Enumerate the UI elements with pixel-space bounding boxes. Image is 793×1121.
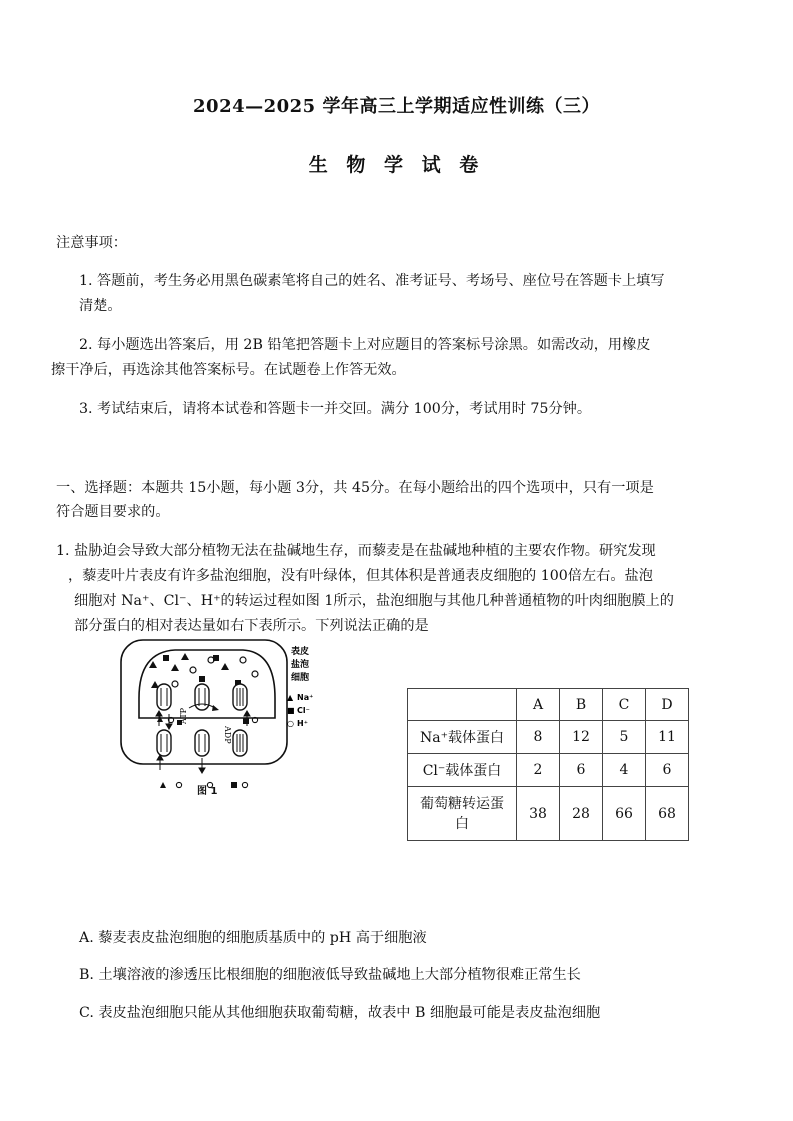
table-cell: 11: [646, 721, 689, 754]
table-cell: 66: [603, 787, 646, 841]
notice-item-2-line-1: 2. 每小题选出答案后，用 2B 铅笔把答题卡上对应题目的答案标号涂黑。如需改动，用橡皮: [79, 337, 651, 353]
row-label-na: Na⁺载体蛋白: [408, 721, 517, 754]
table-cell: 68: [646, 787, 689, 841]
option-a: A. 藜麦表皮盐泡细胞的细胞质基质中的 pH 高于细胞液: [79, 930, 427, 946]
table-row: [408, 787, 689, 841]
figure-1-caption: 图 1: [197, 786, 218, 797]
notice-item-2-line-2: 擦干净后，再选涂其他答案标号。在试题卷上作答无效。: [51, 362, 406, 378]
page-title: 2024—2025 学年高三上学期适应性训练（三）: [193, 96, 600, 117]
table-header-empty: [408, 689, 517, 721]
table-header-b: B: [560, 689, 603, 721]
table-header-c: C: [603, 689, 646, 721]
figure-1-diagram: [115, 638, 325, 798]
section-1-line-2: 符合题目要求的。: [56, 504, 170, 520]
side-label-line-2: 盐泡: [291, 660, 310, 670]
notice-heading: 注意事项：: [56, 235, 127, 251]
section-1-line-1: 一、选择题：本题共 15小题，每小题 3分，共 45分。在每小题给出的四个选项中，只有一项是: [56, 480, 654, 496]
table-cell: 5: [603, 721, 646, 754]
question-1-line-2: ，藜麦叶片表皮有许多盐泡细胞，没有叶绿体，但其体积是普通表皮细胞的 100倍左右。盐泡: [68, 568, 653, 584]
question-1-line-4: 部分蛋白的相对表达量如右下表所示。下列说法正确的是: [74, 618, 429, 634]
row-label-glucose-line-1: 葡萄糖转运蛋: [420, 795, 504, 812]
table-row: [408, 721, 689, 754]
tonoplast-transporters: [157, 684, 247, 710]
legend-symbol-h: ○: [287, 719, 294, 728]
row-label-cl: Cl⁻载体蛋白: [408, 754, 517, 787]
notice-item-1-line-2: 清楚。: [79, 298, 122, 314]
row-label-glucose-line-2: 白: [455, 815, 469, 832]
table-cell: 8: [517, 721, 560, 754]
option-c: C. 表皮盐泡细胞只能从其他细胞获取葡萄糖，故表中 B 细胞最可能是表皮盐泡细胞: [79, 1005, 601, 1021]
table-header-row: [408, 689, 689, 721]
legend-text-na: Na⁺: [297, 693, 314, 702]
atp-label: ATP: [179, 707, 188, 724]
table-cell: 6: [560, 754, 603, 787]
legend-text-h: H⁺: [297, 719, 308, 728]
table-cell: 4: [603, 754, 646, 787]
notice-item-3: 3. 考试结束后，请将本试卷和答题卡一并交回。满分 100分，考试用时 75分钟。: [79, 401, 592, 417]
side-label-line-1: 表皮: [291, 647, 310, 657]
table-cell: 6: [646, 754, 689, 787]
legend-symbol-na: ▲: [287, 693, 294, 702]
table-header-a: A: [517, 689, 560, 721]
page-subtitle: 生 物 学 试 卷: [308, 154, 485, 176]
side-label-line-3: 细胞: [291, 673, 310, 683]
legend-text-cl: Cl⁻: [297, 706, 310, 715]
table-cell: 38: [517, 787, 560, 841]
table-row: [408, 754, 689, 787]
figure-legend: [287, 693, 313, 728]
question-1-line-3: 细胞对 Na⁺、Cl⁻、H⁺的转运过程如图 1所示，盐泡细胞与其他几种普通植物的叶肉细胞膜上的: [74, 593, 674, 609]
protein-expression-table: [407, 688, 689, 841]
vacuole-ions: [149, 653, 241, 688]
table-cell: 12: [560, 721, 603, 754]
table-header-d: D: [646, 689, 689, 721]
row-label-glucose: [408, 787, 517, 841]
adp-label: ADP: [223, 726, 232, 744]
question-1-line-1: 1. 盐胁迫会导致大部分植物无法在盐碱地生存，而藜麦是在盐碱地种植的主要农作物。研究发现: [56, 543, 656, 559]
table-cell: 2: [517, 754, 560, 787]
notice-item-1-line-1: 1. 答题前，考生务必用黑色碳素笔将自己的姓名、准考证号、考场号、座位号在答题卡上填写: [79, 273, 665, 289]
membrane-transporters: [157, 730, 247, 756]
table-cell: 28: [560, 787, 603, 841]
legend-symbol-cl: ■: [287, 706, 295, 715]
option-b: B. 土壤溶液的渗透压比根细胞的细胞液低导致盐碱地上大部分植物很难正常生长: [79, 967, 581, 983]
